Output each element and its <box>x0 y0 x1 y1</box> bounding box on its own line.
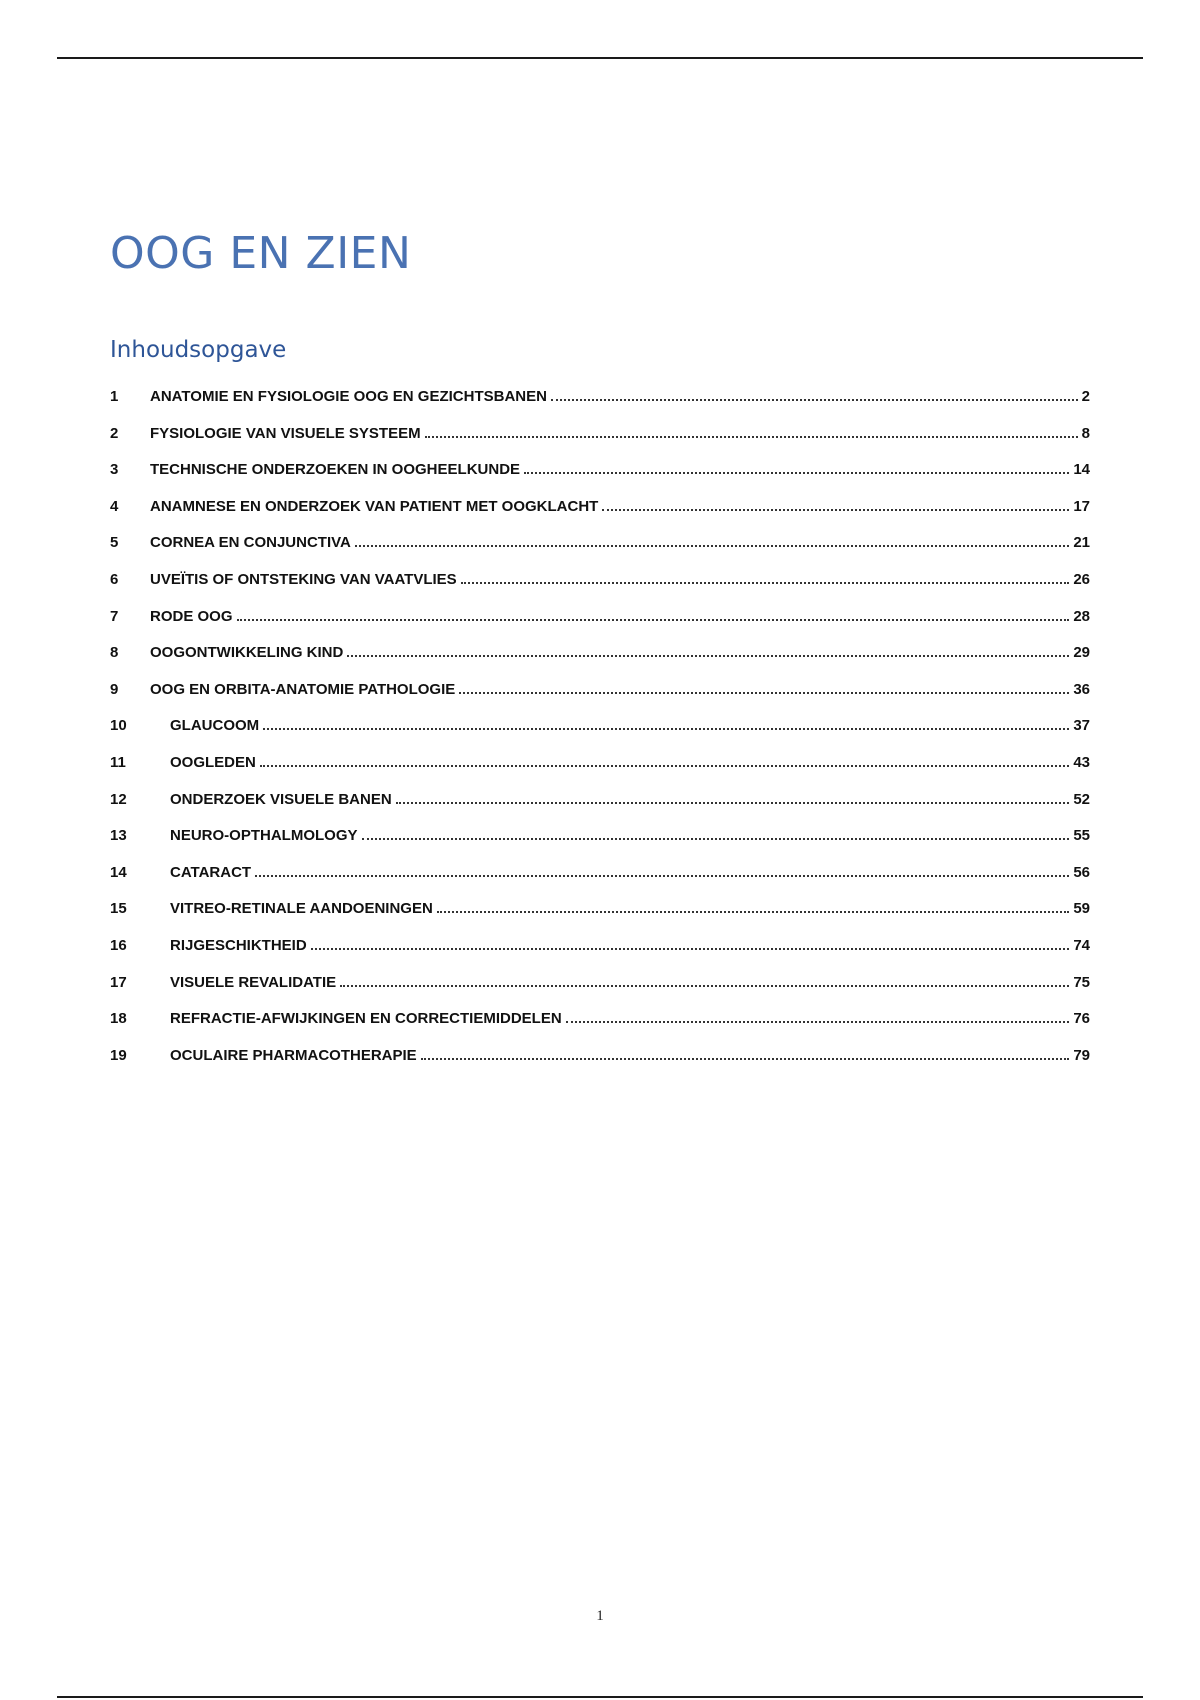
toc-entry-page: 43 <box>1073 753 1090 771</box>
toc-entry[interactable] <box>110 708 1090 745</box>
table-of-contents <box>110 379 1090 1074</box>
toc-entry-number: 8 <box>110 644 119 662</box>
toc-heading: Inhoudsopgave <box>110 337 287 363</box>
toc-dot-leader <box>437 911 1070 913</box>
toc-entry-number: 12 <box>110 790 127 808</box>
toc-entry-number: 6 <box>110 570 119 588</box>
toc-dot-leader <box>396 802 1070 804</box>
toc-entry-number: 18 <box>110 1010 127 1028</box>
toc-entry-number: 17 <box>110 973 127 991</box>
toc-entry-label: ANAMNESE EN ONDERZOEK VAN PATIENT MET OOGKLACHT <box>150 497 599 515</box>
toc-entry-page: 56 <box>1073 863 1090 881</box>
toc-entry-label: ONDERZOEK VISUELE BANEN <box>170 790 392 808</box>
toc-dot-leader <box>311 948 1070 950</box>
toc-entry-number: 16 <box>110 936 127 954</box>
toc-dot-leader <box>551 399 1078 401</box>
header-rule <box>57 57 1143 59</box>
toc-entry-page: 75 <box>1073 973 1090 991</box>
toc-entry-page: 36 <box>1073 680 1090 698</box>
toc-entry-page: 59 <box>1073 900 1090 918</box>
toc-entry-label: TECHNISCHE ONDERZOEKEN IN OOGHEELKUNDE <box>150 461 521 479</box>
toc-entry[interactable] <box>110 635 1090 672</box>
toc-entry-label: GLAUCOOM <box>170 717 260 735</box>
toc-entry[interactable] <box>110 562 1090 599</box>
toc-entry-page: 76 <box>1073 1010 1090 1028</box>
toc-entry-page: 55 <box>1073 827 1090 845</box>
toc-entry-page: 21 <box>1073 534 1090 552</box>
toc-entry-number: 7 <box>110 607 119 625</box>
toc-dot-leader <box>340 985 1069 987</box>
toc-entry[interactable] <box>110 928 1090 965</box>
toc-entry-number: 13 <box>110 827 127 845</box>
toc-entry[interactable] <box>110 672 1090 709</box>
toc-entry-page: 17 <box>1073 497 1090 515</box>
toc-entry-label: FYSIOLOGIE VAN VISUELE SYSTEEM <box>150 424 421 442</box>
toc-entry-page: 28 <box>1073 607 1090 625</box>
toc-entry-label: RODE OOG <box>150 607 233 625</box>
toc-entry-label: NEURO-OPTHALMOLOGY <box>170 827 358 845</box>
toc-entry[interactable] <box>110 745 1090 782</box>
toc-entry-label: OCULAIRE PHARMACOTHERAPIE <box>170 1046 417 1064</box>
toc-entry-number: 1 <box>110 388 119 405</box>
toc-dot-leader <box>255 875 1069 877</box>
toc-entry-label: VITREO-RETINALE AANDOENINGEN <box>170 900 433 918</box>
toc-entry-number: 9 <box>110 680 119 698</box>
toc-dot-leader <box>461 582 1070 584</box>
toc-entry-number: 14 <box>110 863 127 881</box>
toc-entry-label: CORNEA EN CONJUNCTIVA <box>150 534 351 552</box>
toc-dot-leader <box>347 655 1069 657</box>
toc-dot-leader <box>566 1021 1070 1023</box>
toc-entry[interactable] <box>110 965 1090 1002</box>
toc-entry[interactable] <box>110 599 1090 636</box>
toc-dot-leader <box>263 728 1069 730</box>
toc-entry-page: 74 <box>1073 936 1090 954</box>
toc-entry-number: 3 <box>110 461 119 479</box>
toc-entry-label: RIJGESCHIKTHEID <box>170 936 307 954</box>
toc-entry[interactable] <box>110 379 1090 416</box>
toc-entry-label: OOGONTWIKKELING KIND <box>150 644 344 662</box>
toc-entry[interactable] <box>110 1038 1090 1075</box>
toc-dot-leader <box>524 472 1069 474</box>
toc-entry-page: 26 <box>1073 570 1090 588</box>
toc-dot-leader <box>421 1058 1070 1060</box>
toc-entry-page: 79 <box>1073 1046 1090 1064</box>
toc-entry-number: 15 <box>110 900 127 918</box>
toc-entry-label: OOG EN ORBITA-ANATOMIE PATHOLOGIE <box>150 680 456 698</box>
toc-entry-label: CATARACT <box>170 863 252 881</box>
toc-entry-page: 37 <box>1073 717 1090 735</box>
toc-entry-page: 29 <box>1073 644 1090 662</box>
toc-entry[interactable] <box>110 452 1090 489</box>
toc-dot-leader <box>459 692 1069 694</box>
toc-entry-number: 10 <box>110 717 127 735</box>
page-number: 1 <box>596 1608 604 1624</box>
toc-entry-number: 4 <box>110 497 119 515</box>
toc-entry-label: ANATOMIE EN FYSIOLOGIE OOG EN GEZICHTSBANEN <box>150 388 547 405</box>
toc-entry-label: REFRACTIE-AFWIJKINGEN EN CORRECTIEMIDDELEN <box>170 1010 562 1028</box>
toc-entry[interactable] <box>110 1001 1090 1038</box>
toc-entry-label: OOGLEDEN <box>170 753 256 771</box>
toc-entry[interactable] <box>110 489 1090 526</box>
footer-rule <box>57 1696 1143 1698</box>
toc-entry-page: 52 <box>1073 790 1090 808</box>
toc-entry[interactable] <box>110 416 1090 453</box>
toc-dot-leader <box>425 436 1078 438</box>
toc-entry-number: 5 <box>110 534 119 552</box>
toc-entry-page: 14 <box>1073 461 1090 479</box>
toc-entry[interactable] <box>110 525 1090 562</box>
toc-dot-leader <box>237 619 1070 621</box>
toc-entry[interactable] <box>110 818 1090 855</box>
toc-dot-leader <box>260 765 1069 767</box>
toc-entry-page: 2 <box>1081 388 1090 405</box>
document-title: OOG EN ZIEN <box>110 228 412 279</box>
toc-entry-number: 2 <box>110 424 119 442</box>
toc-entry-label: VISUELE REVALIDATIE <box>170 973 337 991</box>
toc-entry[interactable] <box>110 782 1090 819</box>
toc-entry-number: 11 <box>110 753 126 771</box>
toc-entry-page: 8 <box>1081 424 1090 442</box>
toc-dot-leader <box>602 509 1069 511</box>
toc-entry[interactable] <box>110 891 1090 928</box>
toc-entry-label: UVEÏTIS OF ONTSTEKING VAN VAATVLIES <box>150 570 457 588</box>
toc-dot-leader <box>362 838 1070 840</box>
toc-dot-leader <box>355 545 1069 547</box>
toc-entry[interactable] <box>110 855 1090 892</box>
toc-entry-number: 19 <box>110 1046 127 1064</box>
